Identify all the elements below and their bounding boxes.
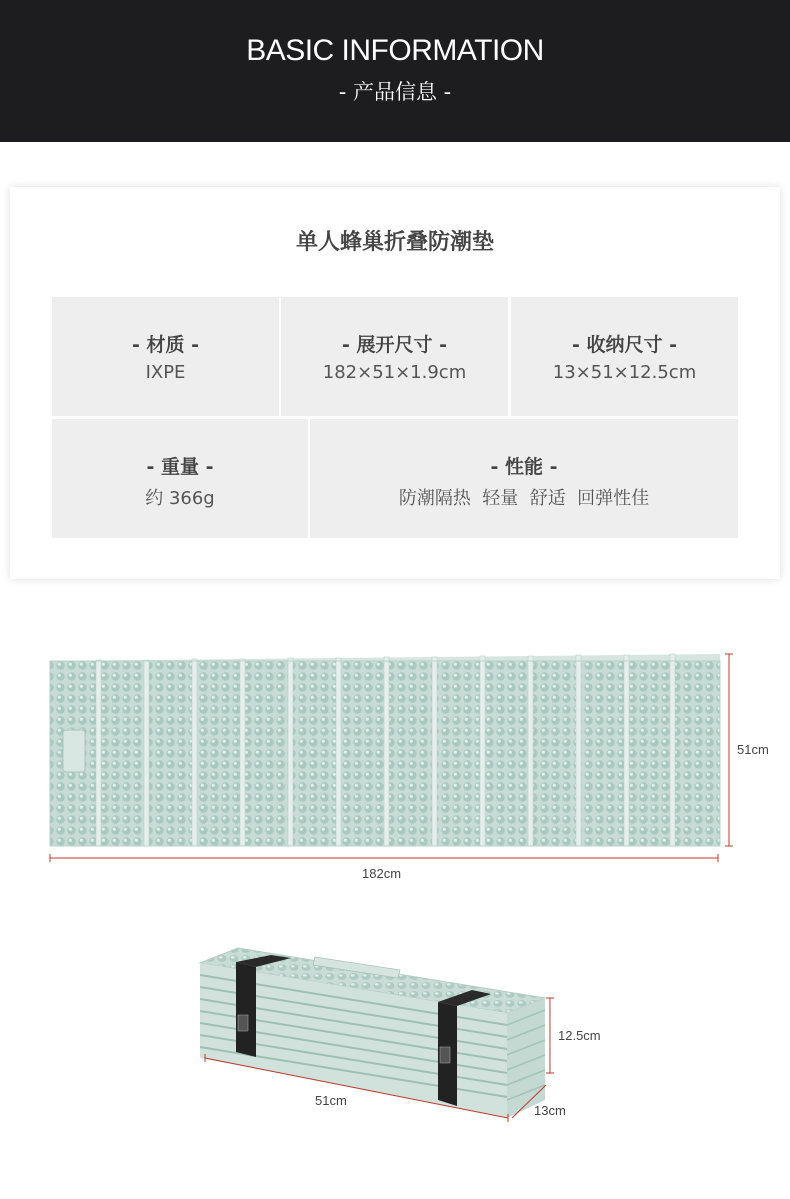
header-title-en: BASIC INFORMATION — [246, 34, 544, 67]
spec-value: IXPE — [145, 362, 186, 383]
dimension-label-folded-height: 12.5cm — [558, 1028, 601, 1043]
spec-label: - 性能 - — [490, 456, 558, 478]
product-name: 单人蜂巢折叠防潮垫 — [295, 230, 494, 255]
header-title-cn: - 产品信息 - — [338, 80, 452, 104]
dimension-line-12-5cm — [546, 998, 554, 1073]
spec-label: - 展开尺寸 - — [341, 334, 447, 356]
spec-label: - 收纳尺寸 - — [571, 334, 677, 356]
dimension-label-length: 182cm — [362, 866, 402, 881]
spec-label: - 重量 - — [146, 456, 214, 478]
spec-value: 防潮隔热 轻量 舒适 回弹性佳 — [398, 488, 650, 509]
spec-label: - 材质 - — [131, 334, 199, 356]
spec-value: 约 366g — [145, 488, 215, 509]
dimension-label-width: 51cm — [737, 742, 769, 757]
dimension-line-51cm — [725, 654, 733, 846]
dimension-label-folded-depth: 13cm — [534, 1103, 566, 1118]
unfolded-mat-image — [50, 654, 720, 846]
spec-value: 13×51×12.5cm — [552, 362, 697, 383]
dimension-line-182cm — [50, 854, 718, 862]
spec-value: 182×51×1.9cm — [322, 362, 467, 383]
dimension-label-folded-length: 51cm — [315, 1093, 347, 1108]
